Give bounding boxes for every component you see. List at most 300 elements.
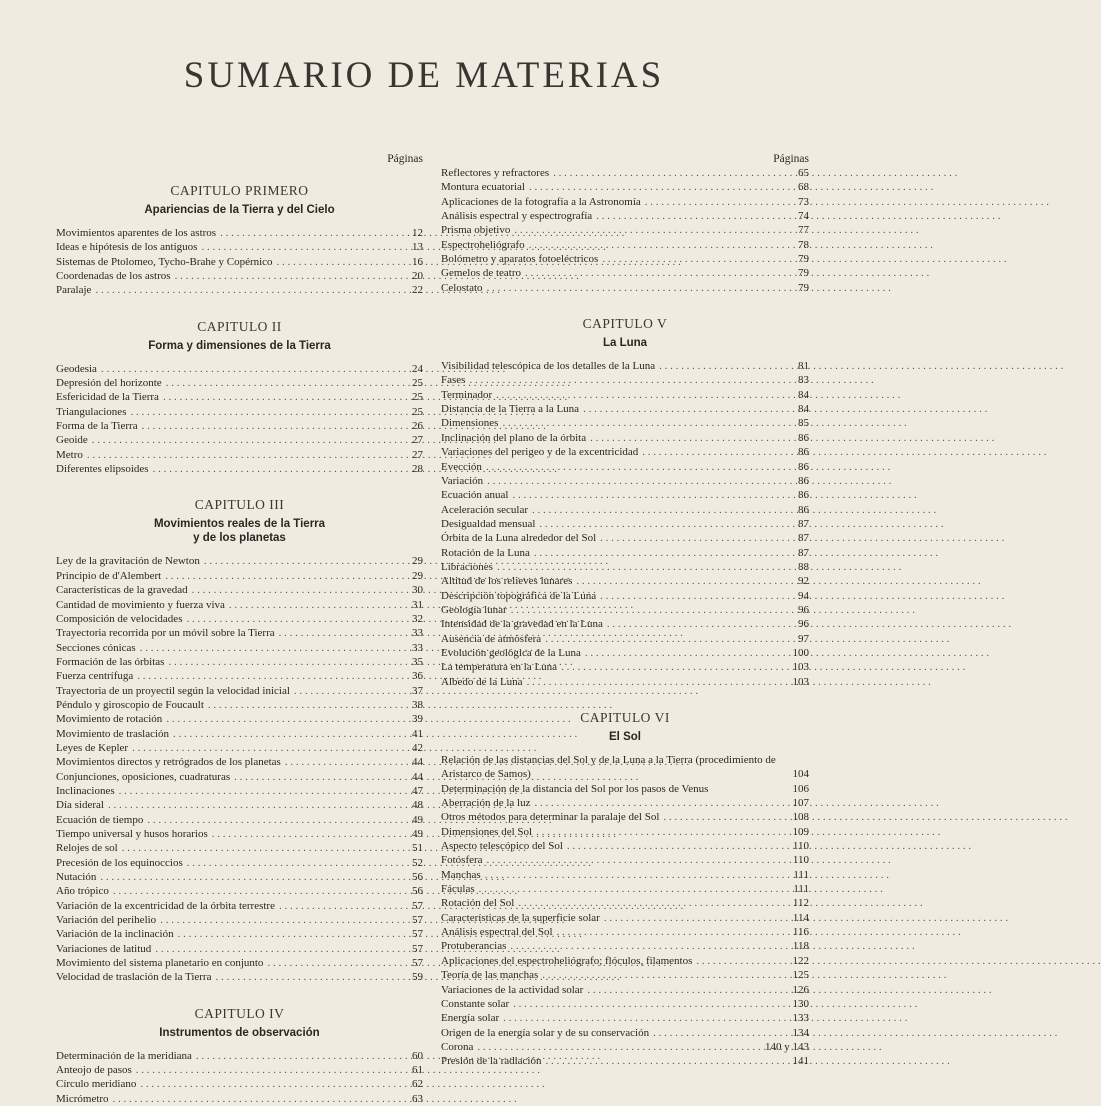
toc-entry[interactable] bbox=[441, 266, 809, 280]
toc-entry[interactable] bbox=[56, 684, 423, 698]
dot-leader bbox=[473, 1040, 761, 1054]
entry-title: Leyes de Kepler bbox=[56, 741, 129, 754]
chapter-subtitle-line: y de los planetas bbox=[193, 532, 286, 545]
entry-title: Variación de la excentricidad de la órbita terrestre bbox=[56, 899, 275, 912]
dot-leader bbox=[136, 641, 397, 655]
toc-entry[interactable] bbox=[56, 956, 423, 970]
entry-page-number: 33 bbox=[412, 641, 423, 654]
toc-entry[interactable] bbox=[56, 755, 423, 769]
dot-leader bbox=[530, 796, 783, 810]
entry-title: Trayectoria recorrida por un móvil sobre la Tierra bbox=[56, 627, 275, 640]
toc-entry[interactable] bbox=[56, 390, 423, 404]
entry-title: Origen de la energía solar y de su conservación bbox=[441, 1026, 650, 1039]
dot-leader bbox=[192, 1049, 397, 1063]
toc-entry[interactable] bbox=[56, 405, 423, 419]
entry-page-number: 68 bbox=[798, 181, 809, 194]
dot-leader bbox=[483, 474, 783, 488]
entry-title: Fáculas bbox=[441, 883, 475, 896]
toc-entry[interactable] bbox=[441, 281, 809, 295]
entry-page-number: 86 bbox=[798, 489, 809, 502]
toc-entry[interactable] bbox=[56, 770, 423, 784]
dot-leader bbox=[523, 675, 783, 689]
entry-title: Ecuación de tiempo bbox=[56, 813, 144, 826]
toc-entry[interactable] bbox=[56, 269, 423, 283]
entry-title: Coordenadas de los astros bbox=[56, 270, 171, 283]
toc-entry[interactable] bbox=[56, 856, 423, 870]
entry-page-number: 108 bbox=[792, 811, 809, 824]
entry-page-number: 29 bbox=[412, 555, 423, 568]
chapter-subtitle: Forma y dimensiones de la Tierra bbox=[148, 339, 331, 352]
toc-entry[interactable] bbox=[441, 388, 809, 402]
dot-leader bbox=[97, 362, 397, 376]
entry-page-number: 86 bbox=[798, 460, 809, 473]
dot-leader bbox=[498, 416, 783, 430]
entry-page-number: 56 bbox=[412, 871, 423, 884]
toc-entry[interactable] bbox=[441, 238, 809, 252]
entry-page-number: 134 bbox=[792, 1026, 809, 1039]
toc-entry[interactable] bbox=[441, 1040, 809, 1054]
toc-entry[interactable] bbox=[441, 1026, 809, 1040]
dot-leader bbox=[275, 899, 397, 913]
dot-leader bbox=[483, 281, 783, 295]
entry-title: Movimiento de rotación bbox=[56, 713, 163, 726]
entry-title: Características de la gravedad bbox=[56, 584, 188, 597]
entry-page-number: 111 bbox=[793, 868, 809, 881]
entry-page-number: 56 bbox=[412, 885, 423, 898]
toc-entry[interactable] bbox=[441, 402, 809, 416]
entry-page-number: 47 bbox=[412, 784, 423, 797]
dot-leader bbox=[483, 853, 783, 867]
toc-entry[interactable] bbox=[441, 560, 809, 574]
entry-title: Análisis espectral del Sol bbox=[441, 926, 553, 939]
entry-page-number: 62 bbox=[412, 1078, 423, 1091]
entry-title: Cantidad de movimiento y fuerza viva bbox=[56, 598, 225, 611]
dot-leader bbox=[499, 1011, 783, 1025]
entry-page-number: 118 bbox=[792, 940, 809, 953]
toc-entry[interactable] bbox=[441, 373, 809, 387]
toc-entry[interactable] bbox=[56, 583, 423, 597]
toc-entry[interactable] bbox=[56, 899, 423, 913]
toc-entry[interactable] bbox=[441, 1054, 809, 1068]
entry-page-number: 57 bbox=[412, 928, 423, 941]
entry-title: Análisis espectral y espectrografía bbox=[441, 210, 593, 223]
entry-page-number: 85 bbox=[798, 417, 809, 430]
dot-leader bbox=[143, 813, 397, 827]
entry-title: Ideas e hipótesis de los antiguos bbox=[56, 241, 198, 254]
toc-entry[interactable] bbox=[441, 911, 809, 925]
dot-leader bbox=[465, 373, 783, 387]
entry-title: Inclinación del plano de la órbita bbox=[441, 431, 587, 444]
dot-leader bbox=[514, 896, 783, 910]
dot-leader bbox=[216, 226, 397, 240]
dot-leader bbox=[641, 195, 783, 209]
toc-entry[interactable] bbox=[56, 655, 423, 669]
toc-entry[interactable] bbox=[441, 646, 809, 660]
entry-title: Depresión del horizonte bbox=[56, 377, 162, 390]
paginas-header: Páginas bbox=[773, 153, 809, 165]
entry-title: Teoría de las manchas bbox=[441, 969, 539, 982]
toc-entry[interactable] bbox=[441, 474, 809, 488]
dot-leader bbox=[475, 882, 783, 896]
toc-entry[interactable] bbox=[441, 546, 809, 560]
dot-leader bbox=[138, 419, 397, 433]
entry-title: Celostato bbox=[441, 281, 483, 294]
dot-leader bbox=[149, 462, 397, 476]
dot-leader bbox=[197, 240, 397, 254]
toc-entry[interactable] bbox=[441, 868, 809, 882]
dot-leader bbox=[506, 939, 783, 953]
dot-leader bbox=[162, 712, 397, 726]
spacer bbox=[56, 476, 423, 490]
entry-title: Variaciones de latitud bbox=[56, 942, 152, 955]
toc-entry[interactable] bbox=[441, 359, 809, 373]
toc-entry[interactable] bbox=[441, 445, 809, 459]
toc-entry[interactable] bbox=[441, 968, 809, 982]
entry-page-number: 25 bbox=[412, 377, 423, 390]
entry-page-number: 87 bbox=[798, 546, 809, 559]
toc-entry[interactable] bbox=[56, 462, 423, 476]
dot-leader bbox=[525, 238, 783, 252]
dot-leader bbox=[281, 755, 397, 769]
toc-entry[interactable] bbox=[56, 1063, 423, 1077]
toc-entry[interactable] bbox=[56, 283, 423, 297]
entry-page-number: 81 bbox=[798, 360, 809, 373]
dot-leader bbox=[275, 626, 397, 640]
dot-leader bbox=[290, 684, 397, 698]
entry-title: Albedo de la Luna bbox=[441, 675, 523, 688]
entry-title: Conjunciones, oposiciones, cuadraturas bbox=[56, 770, 231, 783]
toc-entry[interactable] bbox=[56, 598, 423, 612]
toc-entry[interactable] bbox=[56, 569, 423, 583]
toc-entry[interactable] bbox=[56, 698, 423, 712]
entry-page-number: 74 bbox=[798, 210, 809, 223]
entry-title: Esfericidad de la Tierra bbox=[56, 391, 159, 404]
entry-page-number: 29 bbox=[412, 569, 423, 582]
entry-title: Variaciones de la actividad solar bbox=[441, 983, 584, 996]
dot-leader bbox=[507, 603, 783, 617]
dot-leader bbox=[109, 1092, 397, 1106]
toc-entry[interactable] bbox=[441, 810, 809, 824]
dot-leader bbox=[132, 1063, 397, 1077]
entry-title: Variación bbox=[441, 474, 484, 487]
toc-entry[interactable] bbox=[441, 460, 809, 474]
dot-leader bbox=[482, 460, 783, 474]
toc-entry[interactable] bbox=[56, 240, 423, 254]
dot-leader bbox=[509, 997, 783, 1011]
toc-entry[interactable] bbox=[56, 255, 423, 269]
toc-entry[interactable] bbox=[56, 927, 423, 941]
toc-entry[interactable] bbox=[441, 675, 809, 689]
entry-page-number: 79 bbox=[798, 267, 809, 280]
entry-title: Aberración de la luz bbox=[441, 797, 531, 810]
entry-title: Formación de las órbitas bbox=[56, 655, 165, 668]
entry-page-number: 13 bbox=[412, 241, 423, 254]
dot-leader bbox=[115, 784, 397, 798]
entry-title: Corona bbox=[441, 1040, 474, 1053]
toc-entry[interactable] bbox=[441, 209, 809, 223]
entry-title: Inclinaciones bbox=[56, 784, 115, 797]
toc-entry[interactable] bbox=[56, 626, 423, 640]
dot-leader bbox=[549, 166, 783, 180]
toc-entry[interactable] bbox=[441, 517, 809, 531]
entry-page-number: 37 bbox=[412, 684, 423, 697]
dot-leader bbox=[638, 445, 783, 459]
entry-page-number: 22 bbox=[412, 284, 423, 297]
dot-leader bbox=[572, 574, 783, 588]
entry-page-number: 25 bbox=[412, 391, 423, 404]
dot-leader bbox=[596, 589, 783, 603]
entry-title: Composición de velocidades bbox=[56, 612, 183, 625]
toc-entry[interactable] bbox=[441, 853, 809, 867]
entry-page-number: 122 bbox=[792, 954, 809, 967]
toc-entry[interactable] bbox=[56, 813, 423, 827]
toc-entry[interactable] bbox=[441, 589, 809, 603]
toc-entry[interactable] bbox=[441, 660, 809, 674]
entry-title: Espectroheliógrafo bbox=[441, 238, 525, 251]
entry-page-number: 57 bbox=[412, 914, 423, 927]
entry-page-number: 32 bbox=[412, 612, 423, 625]
entry-title: Prisma objetivo bbox=[441, 224, 511, 237]
entry-title: Micrómetro bbox=[56, 1092, 109, 1105]
entry-page-number: 26 bbox=[412, 420, 423, 433]
entry-page-number: 42 bbox=[412, 741, 423, 754]
toc-entry[interactable] bbox=[56, 798, 423, 812]
toc-entry[interactable] bbox=[441, 954, 809, 968]
entry-page-number: 86 bbox=[798, 474, 809, 487]
entry-page-number: 79 bbox=[798, 281, 809, 294]
entry-page-number: 125 bbox=[792, 969, 809, 982]
dot-leader bbox=[655, 359, 783, 373]
toc-entry[interactable] bbox=[441, 603, 809, 617]
entry-title: Características de la superficie solar bbox=[441, 911, 600, 924]
entry-title: Geoide bbox=[56, 434, 88, 447]
dot-leader bbox=[525, 180, 783, 194]
dot-leader bbox=[583, 983, 783, 997]
entry-title: Fases bbox=[441, 374, 466, 387]
toc-entry[interactable] bbox=[441, 416, 809, 430]
toc-entry[interactable] bbox=[441, 431, 809, 445]
toc-entry[interactable] bbox=[441, 825, 809, 839]
entry-page-number: 87 bbox=[798, 532, 809, 545]
entry-page-number: 104 bbox=[792, 768, 809, 781]
toc-entry[interactable] bbox=[56, 712, 423, 726]
dot-leader bbox=[521, 266, 783, 280]
entry-page-number: 140 y 143 bbox=[765, 1040, 809, 1053]
dot-leader bbox=[492, 388, 783, 402]
toc-entry[interactable] bbox=[441, 896, 809, 910]
chapter-subtitle: Apariencias de la Tierra y del Cielo bbox=[144, 204, 335, 216]
toc-entry[interactable] bbox=[441, 839, 809, 853]
entry-title: Otros métodos para determinar la paralaje del Sol bbox=[441, 811, 660, 824]
toc-entry[interactable] bbox=[441, 503, 809, 517]
entry-page-number: 52 bbox=[412, 856, 423, 869]
dot-leader bbox=[692, 954, 783, 968]
toc-entry[interactable] bbox=[56, 1077, 423, 1091]
dot-leader bbox=[649, 1026, 783, 1040]
dot-leader bbox=[118, 841, 397, 855]
toc-entry[interactable] bbox=[441, 574, 809, 588]
entry-page-number: 114 bbox=[792, 911, 809, 924]
entry-title: Bolómetro y aparatos fotoeléctricos bbox=[441, 253, 599, 266]
spacer bbox=[56, 985, 423, 999]
dot-leader bbox=[183, 856, 397, 870]
entry-title: Nutación bbox=[56, 871, 97, 884]
dot-leader bbox=[208, 827, 397, 841]
toc-entry[interactable] bbox=[441, 617, 809, 631]
toc-entry[interactable] bbox=[56, 741, 423, 755]
toc-entry[interactable] bbox=[56, 419, 423, 433]
dot-leader bbox=[169, 727, 397, 741]
toc-entry[interactable] bbox=[56, 841, 423, 855]
toc-entry[interactable] bbox=[441, 1011, 809, 1025]
toc-entry[interactable] bbox=[441, 939, 809, 953]
toc-entry[interactable] bbox=[56, 870, 423, 884]
entry-page-number: 83 bbox=[798, 374, 809, 387]
dot-leader bbox=[542, 1054, 784, 1068]
entry-title: Protuberancias bbox=[441, 940, 507, 953]
entry-title: Intensidad de la gravedad en la Luna bbox=[441, 618, 603, 631]
toc-entry[interactable] bbox=[56, 727, 423, 741]
dot-leader bbox=[481, 868, 783, 882]
entry-page-number: 44 bbox=[412, 770, 423, 783]
entry-page-number: 24 bbox=[412, 362, 423, 375]
dot-leader bbox=[535, 517, 783, 531]
dot-leader bbox=[91, 283, 397, 297]
paginas-header: Páginas bbox=[387, 153, 423, 165]
entry-title: Aplicaciones del espectroheliógrafo; flóculos, filamentos bbox=[441, 954, 693, 967]
entry-page-number: 94 bbox=[798, 589, 809, 602]
dot-leader bbox=[230, 770, 397, 784]
entry-title: Manchas bbox=[441, 868, 481, 881]
entry-title: Órbita de la Luna alrededor del Sol bbox=[441, 532, 597, 545]
dot-leader bbox=[88, 433, 397, 447]
entry-page-number: 20 bbox=[412, 270, 423, 283]
toc-entry[interactable] bbox=[441, 632, 809, 646]
entry-title: Presión de la radiación bbox=[441, 1055, 542, 1068]
toc-entry[interactable] bbox=[56, 226, 423, 240]
toc-entry[interactable] bbox=[441, 782, 809, 796]
entry-page-number: 84 bbox=[798, 403, 809, 416]
entry-page-number: 141 bbox=[792, 1055, 809, 1068]
entry-page-number: 110 bbox=[792, 840, 809, 853]
toc-entry[interactable] bbox=[56, 1092, 423, 1106]
entry-page-number: 126 bbox=[792, 983, 809, 996]
entry-page-number: 16 bbox=[412, 255, 423, 268]
toc-entry[interactable] bbox=[56, 942, 423, 956]
chapter-subtitle: Instrumentos de observación bbox=[159, 1026, 320, 1039]
dot-leader bbox=[557, 660, 783, 674]
toc-entry[interactable] bbox=[56, 448, 423, 462]
entry-page-number: 97 bbox=[798, 632, 809, 645]
entry-title: Secciones cónicas bbox=[56, 641, 136, 654]
dot-leader bbox=[162, 376, 397, 390]
dot-leader bbox=[538, 968, 783, 982]
toc-entry[interactable] bbox=[441, 252, 809, 266]
entry-title: Precesión de los equinoccios bbox=[56, 856, 183, 869]
toc-entry[interactable] bbox=[441, 796, 809, 810]
toc-entry[interactable] bbox=[56, 970, 423, 984]
chapter-heading: CAPITULO PRIMERO bbox=[170, 183, 309, 198]
chapter-subtitle bbox=[56, 517, 423, 545]
entry-title: Constante solar bbox=[441, 997, 510, 1010]
toc-entry[interactable] bbox=[56, 913, 423, 927]
entry-page-number: 30 bbox=[412, 584, 423, 597]
toc-entry[interactable] bbox=[56, 612, 423, 626]
entry-page-number: 133 bbox=[792, 1012, 809, 1025]
toc-entry[interactable] bbox=[441, 180, 809, 194]
dot-leader bbox=[83, 448, 397, 462]
toc-entry[interactable] bbox=[441, 753, 809, 782]
entry-page-number: 39 bbox=[412, 713, 423, 726]
toc-entry[interactable] bbox=[441, 166, 809, 180]
dot-leader bbox=[109, 884, 397, 898]
dot-leader bbox=[174, 927, 397, 941]
toc-entry[interactable] bbox=[441, 997, 809, 1011]
toc-entry[interactable] bbox=[56, 784, 423, 798]
dot-leader bbox=[263, 956, 397, 970]
chapter-subtitle: El Sol bbox=[609, 731, 641, 743]
entry-title: Distancia de la Tierra a la Luna bbox=[441, 403, 580, 416]
entry-title: Relojes de sol bbox=[56, 842, 118, 855]
entry-page-number: 27 bbox=[412, 434, 423, 447]
toc-entry[interactable] bbox=[441, 882, 809, 896]
toc-entry[interactable] bbox=[441, 223, 809, 237]
dot-leader bbox=[592, 209, 783, 223]
left-column bbox=[56, 150, 423, 1106]
toc-entry[interactable] bbox=[441, 531, 809, 545]
dot-leader bbox=[104, 798, 397, 812]
entry-page-number: 92 bbox=[798, 575, 809, 588]
dot-leader bbox=[603, 617, 783, 631]
toc-entry[interactable] bbox=[56, 376, 423, 390]
entry-page-number: 79 bbox=[798, 253, 809, 266]
entry-page-number: 65 bbox=[798, 167, 809, 179]
toc-entry[interactable] bbox=[56, 554, 423, 568]
dot-leader bbox=[528, 503, 783, 517]
dot-leader bbox=[204, 698, 397, 712]
toc-entry[interactable] bbox=[56, 433, 423, 447]
entry-page-number: 78 bbox=[798, 238, 809, 251]
entry-title: Altitud de los relieves lunares bbox=[441, 575, 573, 588]
entry-title: Dimensiones del Sol bbox=[441, 825, 533, 838]
entry-title: Movimientos directos y retrógrados de los planetas bbox=[56, 756, 281, 769]
entry-page-number: 25 bbox=[412, 405, 423, 418]
toc-entry[interactable] bbox=[56, 1049, 423, 1063]
entry-title: Geología lunar bbox=[441, 603, 507, 616]
toc-entry[interactable] bbox=[56, 884, 423, 898]
entry-title: Triangulaciones bbox=[56, 405, 127, 418]
dot-leader bbox=[581, 646, 783, 660]
entry-title: Energía solar bbox=[441, 1012, 500, 1025]
toc-entry[interactable] bbox=[441, 925, 809, 939]
toc-entry[interactable] bbox=[441, 195, 809, 209]
entry-title: Determinación de la meridiana bbox=[56, 1049, 192, 1062]
toc-entry[interactable] bbox=[56, 641, 423, 655]
entry-title: Fotósfera bbox=[441, 854, 483, 867]
toc-entry[interactable] bbox=[56, 669, 423, 683]
entry-page-number: 57 bbox=[412, 899, 423, 912]
toc-entry[interactable] bbox=[56, 362, 423, 376]
entry-page-number: 59 bbox=[412, 971, 423, 984]
toc-entry[interactable] bbox=[441, 983, 809, 997]
toc-entry[interactable] bbox=[441, 488, 809, 502]
entry-page-number: 112 bbox=[792, 897, 809, 910]
chapter-heading: CAPITULO II bbox=[197, 318, 282, 334]
entry-title: Forma de la Tierra bbox=[56, 420, 138, 433]
toc-entry[interactable] bbox=[56, 827, 423, 841]
entry-title: Metro bbox=[56, 448, 83, 461]
entry-title: Visibilidad telescópica de los detalles de la Luna bbox=[441, 360, 656, 373]
